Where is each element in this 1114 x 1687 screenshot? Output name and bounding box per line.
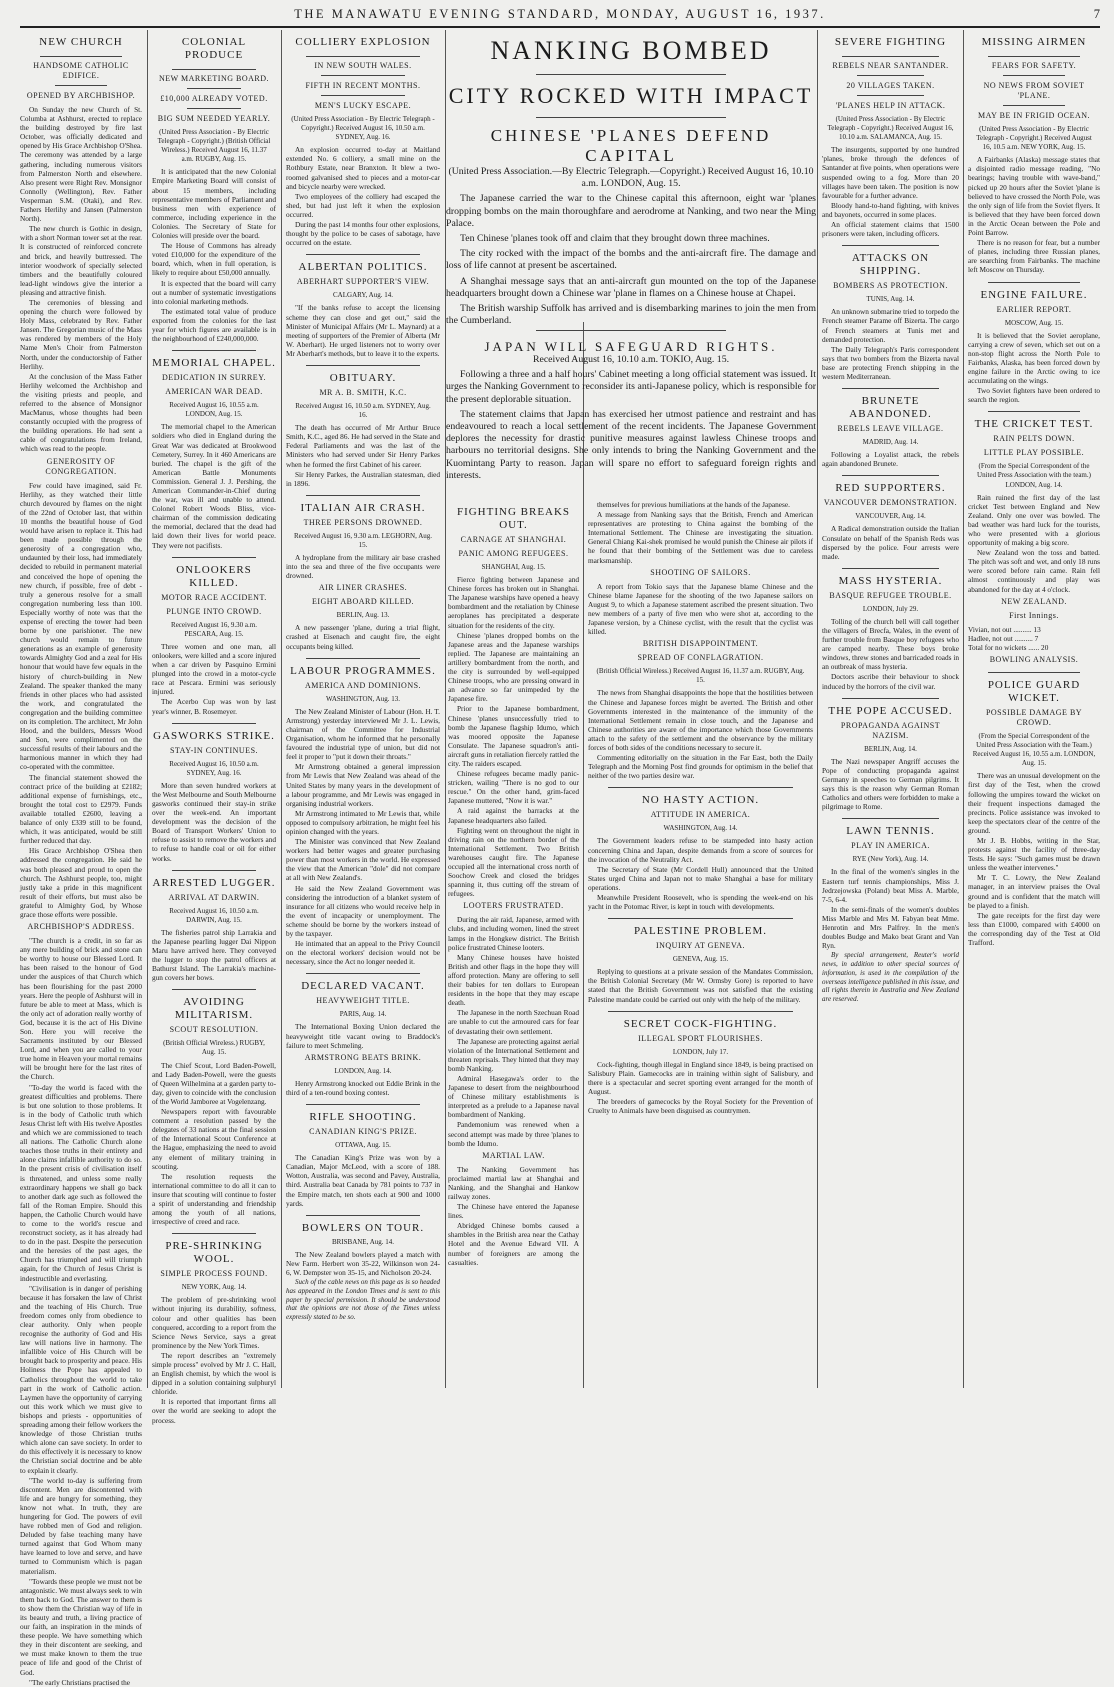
subheadline: REBELS LEAVE VILLAGE.: [837, 424, 944, 434]
subheadline: MEN'S LUCKY ESCAPE.: [314, 101, 412, 110]
paragraph: The death has occurred of Mr Arthur Bruce Smith, K.C., aged 86. He had served in the State and Federal Parliaments and was the last of the Ministers who had served under Sir Henry Parkes when he formed the first Cabinet of his career.: [286, 423, 440, 469]
subheadline: POSSIBLE DAMAGE BY CROWD.: [985, 707, 1083, 727]
paragraph: It is reported that important firms all over the world are seeking to adopt the process.: [152, 1397, 276, 1425]
paragraph: The Chinese have entered the Japanese lines.: [448, 1202, 579, 1221]
main-subheadline: CHINESE 'PLANES DEFEND CAPITAL: [490, 126, 772, 165]
paragraph: Mr Armstrong intimated to Mr Lewis that, while opposed to compulsory arbitration, he might feel his opinion changed with the years.: [286, 808, 440, 836]
paragraph: He said the New Zealand Government was considering the introduction of a blanket system of insurance for all citizens who would receive help in the event of incapacity or unemployment. The scheme should be borne by the workers instead of by the taxpayer.: [286, 883, 440, 938]
paragraph: At the conclusion of the Mass Father Herlihy welcomed the Archbishop and the visiting priests and people, and referred to the absence of Monsignor MacManus, whose thoughts had been constantly occupied with the progress of the building operations. He had sent a cable of congratulations from Ireland, which was read to the people.: [20, 371, 142, 454]
paragraph: Doctors ascribe their behaviour to shock induced by the horrors of the civil war.: [822, 672, 959, 691]
paragraph: The Minister was convinced that New Zealand workers had better wages and greater purchasing power than most workers in the world. He expressed the view that the American "dole" did not compare at all with New Zealand's.: [286, 837, 440, 883]
paragraph: The British warship Suffolk has arrived and is disembarking marines to join the men from the Cumberland.: [446, 303, 816, 327]
paragraph: The House of Commons has already voted £10,000 for the expenditure of the board, which, when in full operation, is likely to require about £50,000 annually.: [152, 241, 276, 278]
column-fighting-breaks-out: [448, 500, 579, 1388]
subheadline: INQUIRY AT GENEVA.: [655, 941, 746, 951]
paragraph: The New Zealand Minister of Labour (Hon. H. T. Armstrong) yesterday interviewed Mr J. L. Lewis, chairman of the Committee for Industrial Organisation, whom he informed that he personally favoured the industrial type of union, but did not feel it proper to "put it down their throats.": [286, 706, 440, 762]
paragraph: "To-day the world is faced with the greatest difficulties and problems. There is but one solution to those problems. It is in the body of Catholic truth which Jesus Christ left with His twelve Apostles and which we are commissioned to teach all nations. The Catholic Church alone teaches those truths in their entirety and alone claims infallible authority to do so. In the present crisis of civilisation itself is threatened, and unless some really extraordinary happens we shall go back to another dark age such as followed the fall of the Roman Empire. Should this happen, the Catholic Church would have to come to the world's rescue and reconstruct society, as it has already had to do in the past. Despite the persecution and the heresies of the past ages, the Church has triumphed and will triumph again, for the Church of Jesus Christ is indestructible and everlasting.: [20, 1082, 142, 1283]
dateline: (From the Special Correspondent of the United Press Association with the team.) LONDON, Aug. 14.: [977, 462, 1091, 489]
rule: [172, 989, 256, 990]
column-rule: [281, 30, 282, 1388]
newspaper-title: THE MANAWATU EVENING STANDARD, MONDAY, AUGUST 16, 1937.: [294, 7, 826, 21]
rule: [306, 365, 420, 366]
rule: [306, 56, 420, 57]
subheadline: LOOTERS FRUSTRATED.: [463, 901, 564, 911]
paragraph: The new church is Gothic in design, with a short Norman tower set at the rear. It is constructed of reinforced concrete and brick, and heavily buttressed. The interior woodwork of specially selected timbers and the beautifully coloured lead-light windows give the interior a pleasing and attractive finish.: [20, 224, 142, 297]
dateline: Received August 16, 9.30 a.m. PESCARA, Aug. 15.: [171, 620, 257, 638]
score-line: Total for no wickets ...... 20: [968, 642, 1049, 652]
dateline: MADRID, Aug. 14.: [862, 438, 919, 447]
dateline: Received August 16, 10.50 a.m. SYDNEY, Aug. 16.: [295, 401, 431, 420]
subheadline: CARNAGE AT SHANGHAI.: [460, 535, 567, 544]
subheadline: REBELS NEAR SANTANDER.: [832, 61, 949, 70]
paragraph: Pandemonium was renewed when a second attempt was made by three 'planes to bomb the Idumo.: [448, 1120, 579, 1148]
rule: [55, 85, 107, 86]
paragraph: The ceremonies of blessing and opening the church were followed by Holy Mass, celebrated by Rev. Father Jansen. The Gregorian music of the Mass was rendered by members of the Holy Name Men's Choir from Palmerston North, under the conductorship of Father Herlihy.: [20, 297, 142, 371]
rule: [988, 56, 1080, 57]
headline: OBITUARY.: [329, 371, 397, 384]
subheadline: SHOOTING OF SAILORS.: [650, 567, 751, 577]
paragraph: The resolution requests the international committee to do all it can to insure that scouting will continue to foster a spirit of understanding and friendship among the youth of all nations, irrespective of creed and race.: [152, 1171, 276, 1227]
dateline: GENEVA, Aug. 15.: [672, 955, 729, 964]
paragraph: "The early Christians practised the: [29, 1677, 131, 1687]
headline: BRUNETE ABANDONED.: [849, 395, 932, 421]
rule: [842, 568, 939, 569]
paragraph: "Towards these people we must not be antagonistic. We must always seek to win them back to God. The answer to them is to show them the Christian way of life in its beauty and truth, a living practice of our faith, an inspiration in the minds of these people. We have something which they in their discontent are seeking, and we must make known to them the true peace of life and good of the Christ of God.: [20, 1576, 142, 1677]
paragraph: Cock-fighting, though illegal in England since 1849, is being practised on Salisbury Plain. Gamecocks are in training within sight of Salisbury, and there is a spectacular and secret sporting event arranged for the month of August.: [588, 1059, 813, 1097]
paragraph: The financial statement showed the contract price of the building at £2182; additional expense of furnishings, etc., brought the total cost to £2979. Funds available totalled £2600, leaving a balance of only £339 still to be found, which, it was anticipated, would be still further reduced that day.: [20, 772, 142, 846]
dateline: SHANGHAI, Aug. 15.: [481, 563, 546, 571]
subheadline: 'PLANES HELP IN ATTACK.: [835, 101, 946, 110]
paragraph: Prior to the Japanese bombardment, Chinese 'planes unsuccessfully tried to bomb the Japanese flagship Idumo, which was moored opposite the Japanese Consulate. The Japanese squadron's anti-aircraft guns in retaliation fiercely rattled the city. The raiders escaped.: [448, 704, 579, 768]
paragraph: Commenting editorially on the situation in the Far East, both the Daily Telegraph and the Morning Post find grounds for optimism in the belief that neither of the two parties desire war.: [588, 753, 813, 781]
paragraph: Admiral Hasegawa's order to the Japanese to desert from the neighbourhood of Chinese military establishments is interpreted as a prelude to a Japanese naval bombardment of Nanking.: [448, 1073, 579, 1120]
rule: [842, 475, 939, 476]
paragraph: Fierce fighting between Japanese and Chinese forces has broken out in Shanghai. The Japanese warships have opened a heavy bombardment and the retaliation by Chinese aeroplanes has precipitated a desperate situation for the residents of the city.: [448, 575, 579, 630]
paragraph: It is anticipated that the new Colonial Empire Marketing Board will consist of about 15 members, including representative members of Parliament and business men with experience of commerce, including experience in the Colonies. The Secretary of State for Colonies will preside over the board.: [152, 167, 276, 241]
paragraph: Tolling of the church bell will call together the villagers of Brecfa, Wales, in the event of further trouble from Basque boy refugees who are camped nearby. These boys broke windows, threw stones and barricaded roads in an outbreak of mass hysteria.: [822, 616, 959, 672]
rule: [842, 56, 939, 57]
paragraph: A new passenger 'plane, during a trial flight, crashed at Eisenach and caught fire, the eight occupants being killed.: [286, 623, 440, 651]
rule: [1003, 75, 1065, 76]
subheadline: 20 VILLAGES TAKEN.: [846, 81, 935, 90]
dateline: TUNIS, Aug. 14.: [866, 295, 915, 304]
subheadline: PANIC AMONG REFUGEES.: [458, 549, 569, 558]
paragraph: There was an unusual development on the first day of the Test, when the crowd following the umpires toward the wicket on their frequent inspections damaged the precincts. Police assistance was invoked to keep the spectators clear of the centre of the ground.: [968, 771, 1100, 835]
paragraph: A hydroplane from the military air base crashed into the sea and three of the five occupants were drowned.: [286, 553, 440, 581]
subheadline: MOTOR RACE ACCIDENT.: [161, 592, 267, 602]
paragraph: The Canadian King's Prize was won by a Canadian, Major McLeod, with a score of 188. Wotton, Australia, was second and Pavey, Australia, third. Australia beat Canada by 781 points to 737 in the Empire match, ten shots each at 900 and 1000 yards.: [286, 1153, 440, 1208]
headline: ITALIAN AIR CRASH.: [300, 501, 426, 514]
rule: [608, 918, 793, 919]
paragraph: The International Boxing Union declared the heavyweight title vacant owing to Braddock's failure to meet Schmeling.: [286, 1022, 440, 1050]
headline: LAWN TENNIS.: [846, 825, 935, 838]
paragraph: The Government leaders refuse to be stampeded into hasty action concerning China and Japan, despite demands from a score of sources for the invocation of the Neutrality Act.: [588, 836, 813, 864]
score-line: Vivian, not out .......... 13: [968, 624, 1041, 634]
paragraph: The Japanese in the north Szechuan Road are unable to cut the armoured cars for fear of devastating their own settlement.: [448, 1008, 579, 1036]
subheadline: ARCHBISHOP'S ADDRESS.: [27, 922, 135, 932]
dateline: (United Press Association - By Electric Telegraph - Copyright.) Received August 16, 10.50 a.m. SYDNEY, Aug. 16.: [291, 115, 435, 142]
headline: LABOUR PROGRAMMES.: [290, 664, 436, 677]
headline: ONLOOKERS KILLED.: [176, 563, 252, 589]
subheadline: HEAVYWEIGHT TITLE.: [316, 996, 410, 1006]
column-rule: [817, 30, 818, 1388]
dateline: (United Press Association - By Electric Telegraph - Copyright.) (British Official Wireless.) Received August 16, 11.37 a.m. RUGBY, Aug. 15.: [157, 128, 271, 164]
dateline: Received August 16, 10.50 a.m. DARWIN, Aug. 15.: [169, 906, 259, 924]
subheadline: OPENED BY ARCHBISHOP.: [26, 91, 136, 100]
rule: [187, 88, 241, 89]
dateline: LONDON, Aug. 14.: [334, 1066, 392, 1075]
rule: [172, 1233, 256, 1234]
headline: SEVERE FIGHTING: [834, 36, 947, 48]
paragraph: In the final of the women's singles in the Eastern turf tennis championships, Miss J. Jedrzejowska (Poland) beat Miss A. Marble, 7-5, 6-4.: [822, 867, 959, 904]
rule: [172, 69, 256, 70]
rule: [306, 495, 420, 496]
paragraph: A Radical demonstration outside the Italian Consulate on behalf of the Spanish Reds was dispersed by the police. Four arrests were made.: [822, 524, 959, 561]
dateline: PARIS, Aug. 14.: [339, 1010, 387, 1019]
subheadline: EARLIER REPORT.: [996, 304, 1072, 314]
paragraph: A report from Tokio says that the Japanese blame Chinese and the Chinese blame Japanese for the shooting of the two Japanese sailors on August 9, to which a Japanese statement ascribed the present situation. Two new members of a party of five men who were shot at, according to the Japanese version, by a Chinese cyclist, with the result that the cyclist was killed.: [588, 581, 813, 637]
dateline: MOSCOW, Aug. 15.: [1004, 318, 1064, 327]
paragraph: The Nanking Government has proclaimed martial law at Shanghai and Nanking, and the Shanghai and Hankow railway zones.: [448, 1164, 579, 1201]
dateline: LONDON, July 17.: [672, 1047, 729, 1056]
dateline: VANCOUVER, Aug. 14.: [855, 512, 926, 521]
dateline: (From the Special Correspondent of the United Press Association with the Team.) Received August 16, 10.55 a.m. LONDON, Aug. 15.: [972, 731, 1096, 768]
rule: [608, 1011, 793, 1012]
paragraph: The Acerbo Cup was won by last year's winner, B. Rosemeyer.: [152, 697, 276, 716]
headline: SECRET COCK-FIGHTING.: [623, 1017, 778, 1030]
paragraph: The breeders of gamecocks by the Royal Society for the Prevention of Cruelty to Animals have been disguised as countrymen.: [588, 1097, 813, 1116]
dateline: BERLIN, Aug. 14.: [864, 744, 917, 753]
subheadline: £10,000 ALREADY VOTED.: [160, 94, 268, 103]
headline: DECLARED VACANT.: [301, 980, 425, 993]
headline: GASWORKS STRIKE.: [153, 729, 275, 742]
subheadline: PROPAGANDA AGAINST NAZISM.: [840, 720, 941, 740]
paragraph: The report describes an "extremely simple process" evolved by Mr J. C. Hall, an English chemist, by which the wool is dipped in a solution containing sulphuryl chloride.: [152, 1350, 276, 1397]
headline: POLICE GUARD WICKET.: [987, 678, 1081, 704]
headline: COLONIAL PRODUCE: [181, 36, 247, 61]
paragraph: "Civilisation is in danger of perishing because it has forsaken the law of Christ and the teaching of His Church. True freedom comes only from obedience to clear authority. Only when people recognise the authority of God and His law will nations live in harmony. The infallible voice of His Church will be brought back to prosperity and peace. His Holiness the Pope has appealed to Catholics throughout the world to take part in the work of Catholic action. Laymen have the opportunity of carrying out this work which we must give to bishops and priests - opportunities of spreading among their fellow workers the knowledge of those Christian truths which alone can save society. In order to do this effectively it is necessary to know the Christian social doctrine and be able to explain it clearly.: [20, 1283, 142, 1475]
paragraph: A Shanghai message says that an anti-aircraft gun mounted on the top of the Japanese headquarters brought down a Chinese war 'plane in flames on a Chinese house at Chapei.: [446, 275, 816, 299]
paragraph: Mr T. C. Lowry, the New Zealand manager, in an interview praises the Oval ground and is confident that the match will be played to a finish.: [968, 873, 1100, 910]
subheadline: ARMSTRONG BEATS BRINK.: [304, 1052, 422, 1062]
paragraph: "If the banks refuse to accept the licensing scheme they can close and get out," said the Minister of Municipal Affairs (Mr L. Maynard) at a meeting of supporters of the Premier of Alberta (Mr W. Aberhart). He urged listeners not to worry over Mr Aberhart's methods, but to leave it to the experts.: [286, 303, 440, 358]
subheadline: BASQUE REFUGEE TROUBLE.: [829, 590, 952, 600]
paragraph: An unknown submarine tried to torpedo the French steamer Parame off Bizerta. The cargo of French steamers at Tunis met and demanded protection.: [822, 307, 959, 344]
subheadline: AMERICAN WAR DEAD.: [165, 387, 263, 397]
rule: [536, 74, 726, 75]
rule: [306, 254, 420, 255]
headline: AVOIDING MILITARISM.: [174, 996, 254, 1022]
subheadline: IN NEW SOUTH WALES.: [314, 61, 412, 70]
paragraph: A message from Nanking says that the British, French and American representatives are protesting to China against the bombing of the International Settlement. The Chinese are investigating the situation. General Chiang Kai-shek promised he would punish the Chinese air pilots if he found that their bombing of the Settlement was due to careless marksmanship.: [588, 510, 813, 565]
subheadline: VANCOUVER DEMONSTRATION.: [823, 498, 958, 508]
rule: [172, 557, 256, 558]
column-severe-fighting: [822, 30, 959, 1388]
subheadline: CANADIAN KING'S PRIZE.: [309, 1127, 417, 1137]
paragraph: The Nazi newspaper Angriff accuses the Pope of conducting propaganda against Germany in speeches to German pilgrims. It says this is the reason why German Roman Catholics and others were forbidden to make a pilgrimage to Rome.: [822, 756, 959, 812]
subheadline: NEW ZEALAND.: [1001, 596, 1067, 606]
paragraph: The gate receipts for the first day were less than £1000, compared with £4000 on the corresponding day of the Test at Old Trafford.: [968, 910, 1100, 947]
dateline: (British Official Wireless.) RUGBY, Aug. 15.: [163, 1039, 265, 1057]
subheadline: NEW MARKETING BOARD.: [158, 74, 270, 83]
headline: MISSING AIRMEN: [981, 36, 1087, 48]
rule: [857, 95, 924, 96]
main-subheadline: CITY ROCKED WITH IMPACT: [448, 83, 814, 108]
dateline: LONDON, July 29.: [862, 604, 919, 613]
dateline: (United Press Association - By Electric Telegraph - Copyright.) Received August 16, 10.5 a.m. NEW YORK, Aug. 15.: [976, 125, 1092, 152]
paragraph: During the past 14 months four other explosions, thought by the police to be cases of sabotage, have occurred on the estate.: [286, 220, 440, 248]
paragraph: Following a three and a half hours' Cabinet meeting a long official statement was issued. It urges the Nanking Government to reconsider its anti-Japanese policy, which is responsible for the present deplorable situation.: [446, 369, 816, 405]
headline: MEMORIAL CHAPEL.: [152, 357, 276, 370]
headline: RIFLE SHOOTING.: [309, 1111, 417, 1124]
paragraph: The estimated total value of produce exported from the colonies for the last year for which figures are available is in the neighbourhood of £240,000,000.: [152, 306, 276, 344]
dateline: Received August 16, 10.55 a.m. LONDON, Aug. 15.: [169, 401, 259, 419]
paragraph: The city rocked with the impact of the bombs and the anti-aircraft fire. The damage and loss of life cannot at present be ascertained.: [446, 248, 816, 272]
paragraph: Fighting went on throughout the night in driving rain on the northern border of the International Settlement. Two British warehouses caught fire. The Japanese occupied all the international cross north of Soochow Creek and closed the bridges spanning it, thus cutting off the stream of refugees.: [448, 825, 579, 899]
paragraph: "The church is a credit, in so far as any mere building of brick and stone can be worthy to house our Blessed Lord. It has been raised to the honour of God under the auspices of that Church which has been flourishing for the past 2000 years. Here the people of Ashhurst will in future be able to meet at Mass, which is the only act of adoration really worthy of God, because it is the act of His Divine Son. Here you will receive the Sacraments instituted by our Blessed Lord, and when you are called to your true home in Heaven your mortal remains will be brought here for the last rites of the Church.: [20, 936, 142, 1082]
headline: PRE-SHRINKING WOOL.: [165, 1240, 263, 1266]
paragraph: Ten Chinese 'planes took off and claim that they brought down three machines.: [460, 233, 770, 245]
subheadline: GENEROSITY OF CONGREGATION.: [45, 456, 117, 476]
headline: ARRESTED LUGGER.: [152, 876, 276, 889]
paragraph: The Chief Scout, Lord Baden-Powell, and Lady Baden-Powell, were the guests of Queen Wilhelmina at a garden party to-day, given to coincide with the conclusion of the World Jamboree at Vogelenzang.: [152, 1060, 276, 1106]
subheadline: MAY BE IN FRIGID OCEAN.: [977, 111, 1091, 120]
subheadline: BOMBERS AS PROTECTION.: [833, 281, 948, 291]
subheadline: FIFTH IN RECENT MONTHS.: [305, 81, 421, 90]
paragraph: There is no reason for fear, but a number of planes, including three Russian planes, are searching from Fairbanks. The machine left Moscow on Thursday.: [968, 238, 1100, 275]
paragraph: It is believed that the Soviet aeroplane, carrying a crew of seven, which set out on a non-stop flight across the North Pole to Fairbanks, Alaska, has been forced down by engine failure in the Arctic owing to ice accumulating on the wings.: [968, 330, 1100, 386]
page-number: 7: [1093, 7, 1100, 21]
paragraph: Bloody hand-to-hand fighting, with knives and bayonets, occurred in some places.: [822, 200, 959, 219]
column-new-church: [20, 30, 142, 1687]
subheadline: FEARS FOR SAFETY.: [991, 61, 1077, 70]
paragraph: The problem of pre-shrinking wool without injuring its durability, softness, colour and other qualities has been conquered, according to a report from the Science News Service, says a great prominence by the New York Times.: [152, 1295, 276, 1350]
column-colonial-produce: [152, 30, 276, 1425]
subheadline: BIG SUM NEEDED YEARLY.: [157, 114, 271, 123]
dateline: RYE (New York), Aug. 14.: [852, 855, 929, 864]
paragraph: Two employees of the colliery had escaped the shed, but had just left it when the explosion occurred.: [286, 191, 440, 219]
headline: ATTACKS ON SHIPPING.: [851, 252, 930, 278]
paragraph: Many Chinese houses have hoisted British and other flags in the hope they will afford protection. Many are offering to sell their babies for ten dollars to European residents in the hope that they may escape death.: [448, 952, 579, 1008]
paragraph: The memorial chapel to the American soldiers who died in England during the Great War was dedicated at Brookwood Cemetery, Surrey. In it 460 Americans are buried. The chapel is the gift of the American Battle Monuments Commission. General J. J. Pershing, the American Commander-in-Chief during the war, was ill and unable to attend. Colonel Robert Woods Bliss, vice-chairman of the commission dedicating the memorial, declared that the dead had laid down their lives for world peace. They were not pacifists.: [152, 422, 276, 550]
footnote: By special arrangement, Reuter's world news, in addition to other special sources of information, is used in the compilation of the overseas intelligence published in this issue, and all rights therein in Australia and New Zealand are reserved.: [822, 951, 959, 1004]
paragraph: A raid against the barracks at the Japanese headquarters also failed.: [448, 806, 579, 825]
headline: COLLIERY EXPLOSION: [295, 36, 431, 48]
paragraph: Two Soviet fighters have been ordered to search the region.: [968, 386, 1100, 405]
rule: [536, 117, 726, 118]
subheadline: BRITISH DISAPPOINTMENT.: [642, 639, 759, 649]
headline: THE CRICKET TEST.: [974, 418, 1094, 431]
rule: [40, 56, 122, 57]
paragraph: The insurgents, supported by one hundred 'planes, broke through the defences of Santander at five points, when operations were suspended owing to a fog. More than 20 villages have been taken. The position is now favourable for a further advance.: [822, 145, 959, 200]
subheadline: DEDICATION IN SURREY.: [162, 373, 266, 383]
rule: [306, 973, 420, 974]
paragraph: The Secretary of State (Mr Cordell Hull) announced that the United States urged China and Japan not to make Shanghai a base for military operations.: [588, 864, 813, 892]
rule: [187, 108, 241, 109]
paragraph: It is expected that the board will carry out a number of systematic investigations into colonial marketing methods.: [152, 278, 276, 306]
subheadline: AIR LINER CRASHES.: [318, 583, 408, 593]
paragraph: The New Zealand bowlers played a match with New Farm. Herbert won 35-22, Wilkinson won 24-6, W. Dempster won 35-15, and Nicholson 20-24.: [286, 1249, 440, 1277]
paragraph: The Japanese carried the war to the Chinese capital this afternoon, eight war 'planes dropping bombs on the main thoroughfare and aerodrome at Nanking, and two near the Ming Palace.: [446, 193, 816, 229]
dateline: Received August 16, 9.30 a.m. LEGHORN, Aug. 15.: [293, 531, 433, 549]
rule: [842, 245, 939, 246]
paragraph: The Japanese are protecting against aerial violation of the International Settlement and threaten reprisals. They hinted that they may bomb Nanking.: [448, 1036, 579, 1073]
rule: [172, 723, 256, 724]
subheadline: LITTLE PLAY POSSIBLE.: [983, 448, 1085, 458]
subheadline: NO NEWS FROM SOVIET 'PLANE.: [983, 81, 1085, 100]
main-headline: NANKING BOMBED: [490, 36, 772, 65]
rule: [842, 818, 939, 819]
subheadline: SCOUT RESOLUTION.: [169, 1025, 259, 1035]
dateline: (United Press Association - By Electric Telegraph - Copyright.) Received August 16, 10.10 a.m. SALAMANCA, Aug. 15.: [827, 115, 954, 142]
rule: [857, 75, 924, 76]
paragraph: Chinese refugees became madly panic-stricken, wailing "There is no god to our rescue." On the other hand, grim-faced Japanese muttered, "Now it is war.": [448, 769, 579, 806]
column-continuation: [588, 500, 813, 1388]
rule: [988, 282, 1080, 283]
headline: ENGINE FAILURE.: [980, 288, 1088, 301]
subheadline: ILLEGAL SPORT FLOURISHES.: [638, 1033, 763, 1043]
column-rule: [147, 30, 148, 1388]
paragraph: His Grace Archbishop O'Shea then addressed the congregation. He said he was both pleased and proud to open the church. The Ashhurst people, too, might justly take a pride in this magnificent result of their efforts, but must also be grateful to Almighty God, by Whose grace those efforts were possible.: [20, 846, 142, 919]
subheadline: JAPAN WILL SAFEGUARD RIGHTS.: [484, 339, 778, 354]
subheadline: BOWLING ANALYSIS.: [989, 654, 1079, 664]
subheadline: MARTIAL LAW.: [482, 1150, 545, 1160]
subheadline: HANDSOME CATHOLIC EDIFICE.: [33, 61, 129, 80]
dateline: Received August 16, 10.50 a.m. SYDNEY, Aug. 16.: [169, 759, 259, 777]
subheadline: ATTITUDE IN AMERICA.: [650, 810, 751, 820]
paragraph: Newspapers report with favourable comment a resolution passed by the delegates of 33 nations at the final session of the International Scout Conference at the Hague, emphasizing the need to avoid any element of military training in scouting.: [152, 1107, 276, 1171]
rule: [1003, 105, 1065, 106]
paragraph: themselves for previous humiliations at the hands of the Japanese.: [597, 500, 790, 509]
rule: [988, 672, 1080, 673]
paragraph: Mr J. B. Hobbs, writing in the Star, protests against the facility of three-day Tests. He says: "Such games must be drawn unless the weather intervenes.": [968, 835, 1100, 873]
paragraph: An official statement claims that 1500 prisoners were taken, including officers.: [822, 220, 959, 239]
rule: [172, 870, 256, 871]
subheadline: SIMPLE PROCESS FOUND.: [160, 1269, 268, 1279]
paragraph: During the air raid, Japanese, armed with clubs, and including women, lined the street lamps in the Hongkew district. The British police frustrated Chinese looters.: [448, 915, 579, 952]
paragraph: In the semi-finals of the women's doubles Miss Marble and Mrs M. Fabyan beat Mme. Henrotin and Mrs Palfrey. In the men's doubles Budge and Mako beat Grant and Van Ryn.: [822, 904, 959, 951]
subheadline: PLUNGE INTO CROWD.: [166, 606, 262, 616]
subheadline: EIGHT ABOARD KILLED.: [311, 597, 415, 607]
paragraph: He intimated that an appeal to the Privy Council on the electoral workers' decision would not be necessary, since the Act no longer needed it.: [286, 939, 440, 967]
paragraph: Few could have imagined, said Fr. Herlihy, as they watched their little church devoured by flames on the night of the 22nd of October last, that within 10 months the beautiful house of God would have arisen to replace it. This had been made possible through the generosity of a congregation who, undaunted by their loss, had immediately decided to rebuild in permanent material and conceived the hope of opening the new church, if possible, free of debt - truly a generous resolve for a small congregation numbering less than 100. Especially worthy of note was that the expense of erecting the tower had been borne by one parishioner. The new church would remain to future generations as an example of generosity towards Almighty God and a zeal for His honour that would have few equals in the history of church-building in New Zealand. The speaker thanked the many friends in other places who had assisted the work, and congratulated the congregation and the building committee on its completion. The architect, Mr John Hood, and the builders, Messrs Wood and Son, were complimented on the successful results of their labours and the harmonious manner in which they had co-operated with the committee.: [20, 480, 142, 772]
subheadline: SPREAD OF CONFLAGRATION.: [637, 653, 764, 663]
rule: [321, 75, 405, 76]
headline: NO HASTY ACTION.: [641, 794, 760, 807]
paragraph: "The world to-day is suffering from discontent. Men are discontented with life and are hungry for something, they know not what. In truth, they are hungering for God. The powers of evil have robbed men of God and religion. Deluded by false teaching many have turned against that God Whom many have learned to love and serve, and have turned to Communism which is pagan materialism.: [20, 1475, 142, 1576]
headline: PALESTINE PROBLEM.: [633, 925, 768, 938]
paragraph: The statement claims that Japan has exercised her utmost patience and restraint and has endeavoured to reach a local settlement of the recent incidents. The Japanese Government deplores the necessity for drastic punitive measures against lawless Chinese troops and harbours no territorial designs. She only intends to bring the Nanking Government and the Kuomintang Party to reason. Japan will spare no effort to safeguard foreign rights and interests.: [446, 408, 816, 481]
subheadline: ABERHART SUPPORTER'S VIEW.: [296, 277, 430, 287]
paragraph: The news from Shanghai disappoints the hope that the hostilities between the Chinese and Japanese forces might be averted. The British and other Governments interested in the maintenance of the immunity of the International Settlement remain in close touch, and the Japanese and Chinese authorities are aware of the importance which those Governments attach to the safety of the settlement and the observance by the military forces of both sides of the conditions necessary to secure it.: [588, 688, 813, 752]
subheadline: MR A. B. SMITH, K.C.: [319, 387, 407, 397]
dateline: (United Press Association.—By Electric Telegraph.—Copyright.) Received August 16, 10.10 a.m. LONDON, Aug. 15.: [448, 166, 814, 190]
paragraph: Chinese 'planes dropped bombs on the Japanese areas and the Japanese warships replied. The Japanese are maintaining an artillery bombardment from the north, and the city is surrounded by well-equipped Chinese troops, who are pressing onward in an advance so far unimpeded by the Japanese fire.: [448, 630, 579, 704]
main-story-japan: [446, 322, 816, 498]
subheadline: STAY-IN CONTINUES.: [169, 745, 259, 755]
headline: ALBERTAN POLITICS.: [298, 261, 428, 274]
paragraph: On Sunday the new Church of St. Columba at Ashhurst, erected to replace the building destroyed by fire last October, was officially dedicated and opened by His Grace Archbishop O'Shea. The ceremony was attended by a large gathering, including numerous visitors from Palmerston North and elsewhere. Also present were Right Rev. Monsignor Connolly (Wellington), Rev. Father Vesperman S.M. (Otaki), and Rev. Fathers Herlihy and Jansen (Palmerston North).: [20, 105, 142, 224]
subheadline: RAIN PELTS DOWN.: [993, 434, 1075, 444]
paragraph: An explosion occurred to-day at Maitland extended No. 6 colliery, a small mine on the Rothbury Estate, near Branxton. It blew a two-roomed galvanised shed to pieces and a motor-car and bicycle nearby were wrecked.: [286, 145, 440, 191]
subheadline: PLAY IN AMERICA.: [851, 841, 930, 851]
paragraph: A Fairbanks (Alaska) message states that a disjointed radio message reading, "No bearings; having trouble with wave-band," picked up 20 hours after the Soviet 'plane is believed to have crossed the North Pole, was the only sign of life from the Soviet flyers. It is believed that they have been forced down in the Arctic Ocean between the Pole and Point Barrow.: [968, 155, 1100, 238]
headline: NEW CHURCH: [39, 36, 123, 48]
headline: FIGHTING BREAKS OUT.: [456, 506, 571, 531]
dateline: CALGARY, Aug. 14.: [333, 291, 393, 300]
subheadline: AMERICA AND DOMINIONS.: [304, 680, 422, 690]
dateline: (British Official Wireless.) Received August 16, 11.37 a.m. RUGBY, Aug. 15.: [596, 667, 805, 685]
rule: [321, 95, 405, 96]
dateline: NEW YORK, Aug. 14.: [181, 1283, 247, 1292]
paragraph: More than seven hundred workers at the West Melbourne and South Melbourne gasworks continued their stay-in strike over the week-end. An important development was the decision of the Board of Transport Workers' Union to refuse to assist to remove the workers and to refuse to handle coal or oil for either works.: [152, 780, 276, 863]
rule: [988, 411, 1080, 412]
score-line: Hadlee, not out .......... 7: [968, 633, 1039, 643]
rule: [842, 388, 939, 389]
rule: [306, 1215, 420, 1216]
headline: MASS HYSTERIA.: [838, 574, 943, 587]
paragraph: Rain ruined the first day of the last cricket Test between England and New Zealand. Only one over was bowled. The bad weather was hard luck for the tourists, who were presented with a glorious opportunity of making a big score.: [968, 492, 1100, 548]
headline: BOWLERS ON TOUR.: [301, 1221, 425, 1234]
dateline: OTTAWA, Aug. 15.: [335, 1141, 391, 1150]
dateline: Received August 16, 10.10 a.m. TOKIO, Aug. 15.: [532, 354, 730, 365]
subheadline: THREE PERSONS DROWNED.: [303, 517, 423, 527]
headline: RED SUPPORTERS.: [835, 482, 946, 495]
rule: [306, 658, 420, 659]
subheadline: First Innings.: [1009, 610, 1059, 620]
main-story: [446, 30, 816, 327]
column-rule: [963, 30, 964, 1388]
column-colliery-explosion: [286, 30, 440, 1388]
rule: [842, 698, 939, 699]
dateline: BERLIN, Aug. 13.: [336, 611, 390, 620]
dateline: WASHINGTON, Aug. 14.: [663, 824, 738, 833]
paragraph: Henry Armstrong knocked out Eddie Brink in the third of a ten-round boxing contest.: [286, 1078, 440, 1097]
dateline: BRISBANE, Aug. 14.: [331, 1237, 395, 1246]
paragraph: Sir Henry Parkes, the Australian statesman, died in 1896.: [286, 469, 440, 488]
subheadline: ARRIVAL AT DARWIN.: [168, 892, 260, 902]
dateline: WASHINGTON, Aug. 13.: [326, 694, 400, 703]
paragraph: Meanwhile President Roosevelt, who is spending the week-end on his yacht in the Potomac River, is kept in touch with developments.: [588, 893, 813, 912]
paragraph: Mr Armstrong obtained a general impression from Mr Lewis that New Zealand was ahead of the United States by many years in the development of a labour programme, and Mr Lewis was engaged in organising industrial workers.: [286, 762, 440, 808]
paragraph: The fisheries patrol ship Larrakia and the Japanese pearling lugger Dai Nippon Maru have arrived here. They conveyed the lugger to stop the patrol officers at Bathurst Island. The Larrakia's machine-gun covers her bows.: [152, 927, 276, 983]
paragraph: Following a Loyalist attack, the rebels again abandoned Brunete.: [822, 450, 959, 469]
column-missing-airmen: [968, 30, 1100, 1388]
footnote: Such of the cable news on this page as is so headed has appeared in the London Times and is sent to this paper by special permission. It should be understood that the opinions are not those of the Times unless expressly stated to be so.: [286, 1278, 440, 1322]
paragraph: The Daily Telegraph's Paris correspondent says that two bombers from the Bizerta naval base are protecting French shipping in the western Mediterranean.: [822, 344, 959, 381]
paragraph: New Zealand won the toss and batted. The pitch was soft and wet, and only 18 runs were scored before rain came. Rain fell almost continuously and play was abandoned for the day at 4 o'clock.: [968, 548, 1100, 594]
rule: [306, 1104, 420, 1105]
headline: THE POPE ACCUSED.: [828, 704, 953, 717]
rule: [608, 787, 793, 788]
masthead: [20, 4, 1100, 28]
paragraph: Abridged Chinese bombs caused a shambles in the British area near the Cathay Hotel and the Avenue Edward VII. A number of foreigners are among the casualties.: [448, 1221, 579, 1267]
rule: [536, 330, 726, 331]
paragraph: Replying to questions at a private session of the Mandates Commission, the British Colonial Secretary (Mr W. Ormsby Gore) is reported to have stated that the British Government was not satisfied that the existing Palestine mandate could be carried out only with the help of the military.: [588, 967, 813, 1004]
paragraph: Three women and one man, all onlookers, were killed and a score injured when a car driven by Pasquino Ermini plunged into the crowd in a motor-cycle race at Pescara. Ermini was seriously injured.: [152, 641, 276, 697]
rule: [172, 350, 256, 351]
